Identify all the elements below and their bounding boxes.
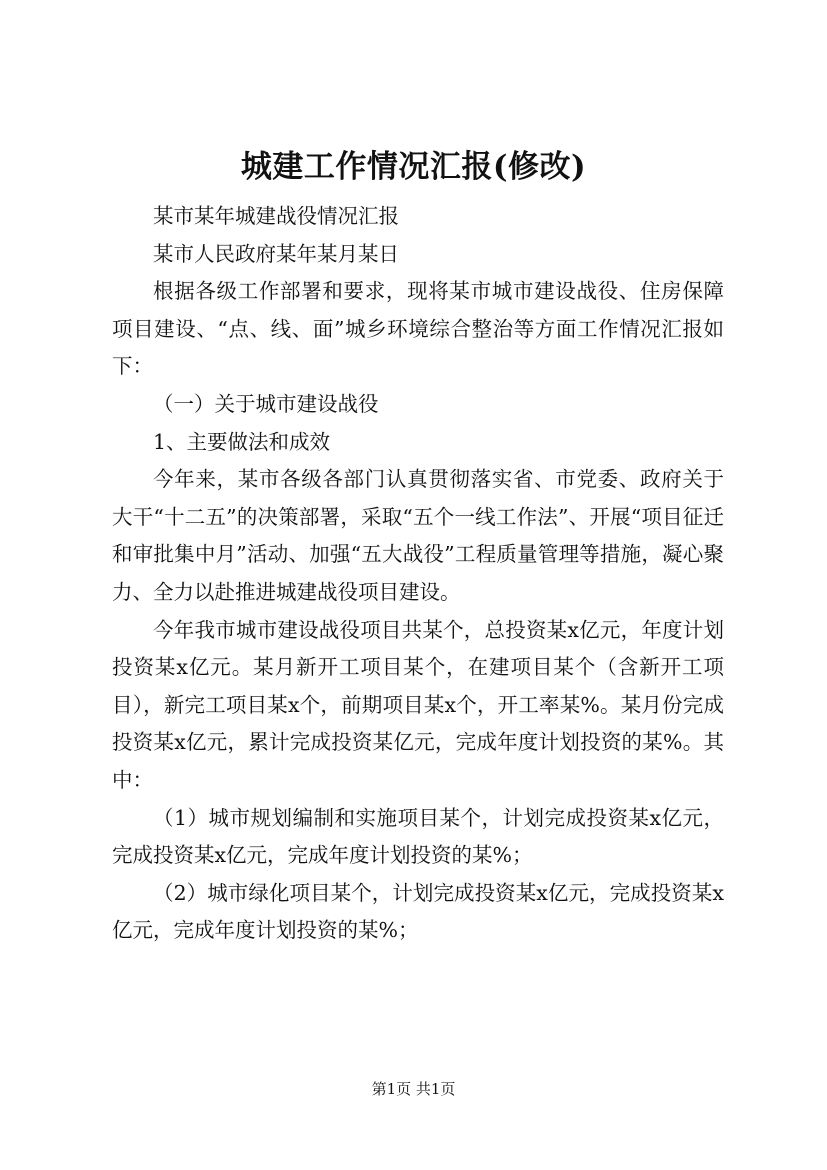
intro-paragraph: 根据各级工作部署和要求，现将某市城市建设战役、住房保障项目建设、“点、线、面”城乡环境综合整治等方面工作情况汇报如下： xyxy=(112,279,724,379)
body-paragraph: 今年我市城市建设战役项目共某个，总投资某x亿元，年度计划投资某x亿元。某月新开工项目某个，在建项目某个（含新开工项目），新完工项目某x个，前期项目某x个，开工率某%。某月份完成投资某x亿元，累计完成投资某亿元，完成年度计划投资的某%。其中： xyxy=(112,617,724,792)
section-heading: （一）关于城市建设战役 xyxy=(153,391,379,416)
subsection-heading: 1、主要做法和成效 xyxy=(153,429,331,454)
page-footer: 第1页 共1页 xyxy=(371,1080,456,1098)
list-item: （1）城市规划编制和实施项目某个，计划完成投资某x亿元，完成投资某x亿元，完成年度计划投资的某%； xyxy=(112,805,724,868)
body-paragraph: 今年来，某市各级各部门认真贯彻落实省、市党委、政府关于大干“十二五”的决策部署，采取“五个一线工作法”、开展“项目征迁和审批集中月”活动、加强“五大战役”工程质量管理等措施，凝心聚力、全力以赴推进城建战役项目建设。 xyxy=(112,467,724,604)
report-author-date: 某市人民政府某年某月某日 xyxy=(153,241,399,266)
report-subtitle: 某市某年城建战役情况汇报 xyxy=(153,204,399,228)
document-title: 城建工作情况汇报(修改) xyxy=(240,149,587,185)
list-item: （2）城市绿化项目某个，计划完成投资某x亿元，完成投资某x亿元，完成年度计划投资的某%； xyxy=(112,880,724,943)
document-body xyxy=(112,198,724,950)
